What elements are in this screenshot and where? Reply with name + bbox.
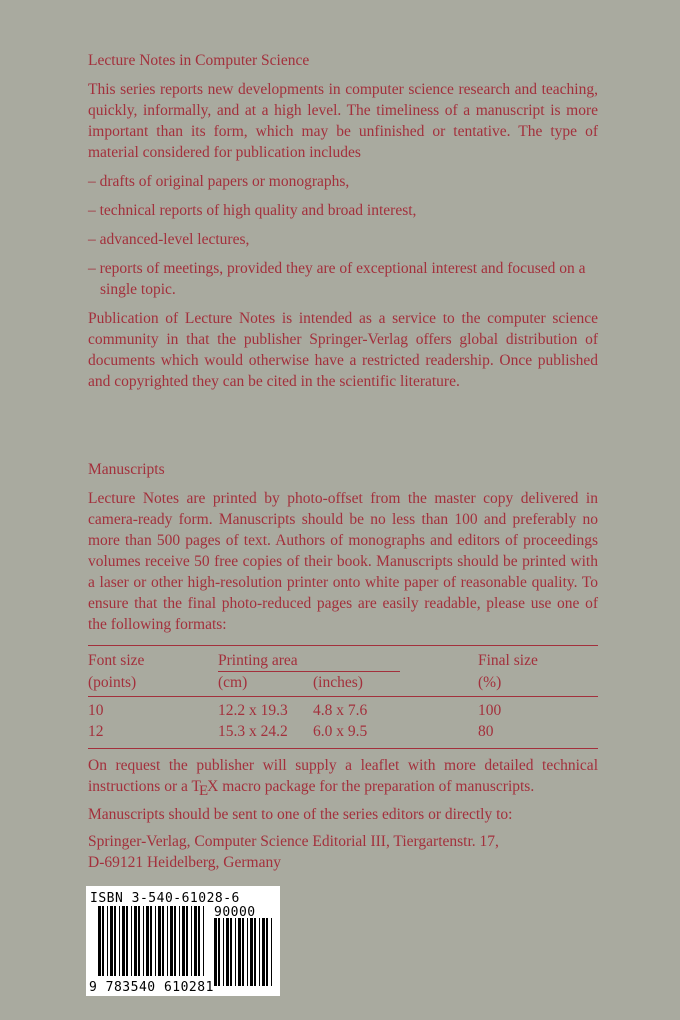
address-line: Springer-Verlag, Computer Science Editorial III, Tiergartenstr. 17,	[88, 833, 499, 850]
bullet-item: – advanced-level lectures,	[88, 231, 250, 248]
subheader-cm: (cm)	[218, 672, 313, 697]
addon-number: 90000	[214, 905, 256, 920]
cell-final: 100	[478, 702, 502, 719]
series-section	[88, 50, 598, 392]
header-printing-area: Printing area	[218, 650, 400, 672]
leaflet-paragraph	[88, 755, 598, 798]
cell-cm: 15.3 x 24.2	[218, 721, 313, 749]
isbn-barcode	[86, 886, 280, 996]
header-font-size: Font size	[88, 652, 145, 669]
service-paragraph: Publication of Lecture Notes is intended as a service to the computer science community in that the publisher Springer-Verlag offers global distribution of documents which would otherwise have a restricted readership. Once published and copyrighted they can be cited in the scientific literature.	[88, 310, 598, 390]
ean-number: 9 783540 610281	[89, 980, 214, 995]
cell-cm: 12.2 x 19.3	[218, 702, 288, 719]
isbn-text: ISBN 3-540-61028-6	[90, 891, 240, 906]
leaflet-text: On request the publisher will supply a leaflet with more detailed technical instructions or a	[88, 757, 598, 795]
publisher-address	[88, 831, 598, 873]
subheader-inches: (inches)	[313, 672, 478, 697]
table-row	[88, 721, 598, 749]
manuscripts-section	[88, 459, 598, 873]
subheader-percent: (%)	[478, 672, 598, 697]
send-instructions: Manuscripts should be sent to one of the series editors or directly to:	[88, 806, 513, 823]
leaflet-text-end: macro package for the preparation of manuscripts.	[218, 778, 535, 795]
subheader-points: (points)	[88, 672, 218, 697]
series-title: Lecture Notes in Computer Science	[88, 52, 310, 69]
tex-logo: TEX	[191, 778, 219, 799]
formats-table	[88, 645, 598, 749]
cell-inches: 4.8 x 7.6	[313, 702, 368, 719]
manuscripts-title: Manuscripts	[88, 461, 165, 478]
cell-font: 10	[88, 702, 104, 719]
series-intro: This series reports new developments in computer science research and teaching, quickly, informally, and at a high level. The timeliness of a manuscript is more important than its form, which may be unfinished or tentative. The type of material considered for publication includes	[88, 81, 598, 161]
cell-final: 80	[478, 721, 598, 749]
cell-font: 12	[88, 721, 218, 749]
header-final-size: Final size	[478, 652, 538, 669]
manuscripts-body: Lecture Notes are printed by photo-offset from the master copy delivered in camera-ready form. Manuscripts should be no less than 100 and preferably no more than 500 pages of text. Authors of monographs and editors of proceedings volumes receive 50 free copies of their book. Manuscripts should be printed with a laser or other high-resolution printer onto white paper of reasonable quality. To ensure that the final photo-reduced pages are easily readable, please use one of the following formats:	[88, 490, 598, 633]
bullet-item: – drafts of original papers or monographs,	[88, 173, 350, 190]
table-row	[88, 697, 598, 722]
bullet-item: – technical reports of high quality and broad interest,	[88, 202, 417, 219]
address-line: D-69121 Heidelberg, Germany	[88, 854, 281, 871]
cell-inches: 6.0 x 9.5	[313, 721, 478, 749]
bullet-item: – reports of meetings, provided they are of exceptional interest and focused on a single topic.	[88, 260, 586, 298]
